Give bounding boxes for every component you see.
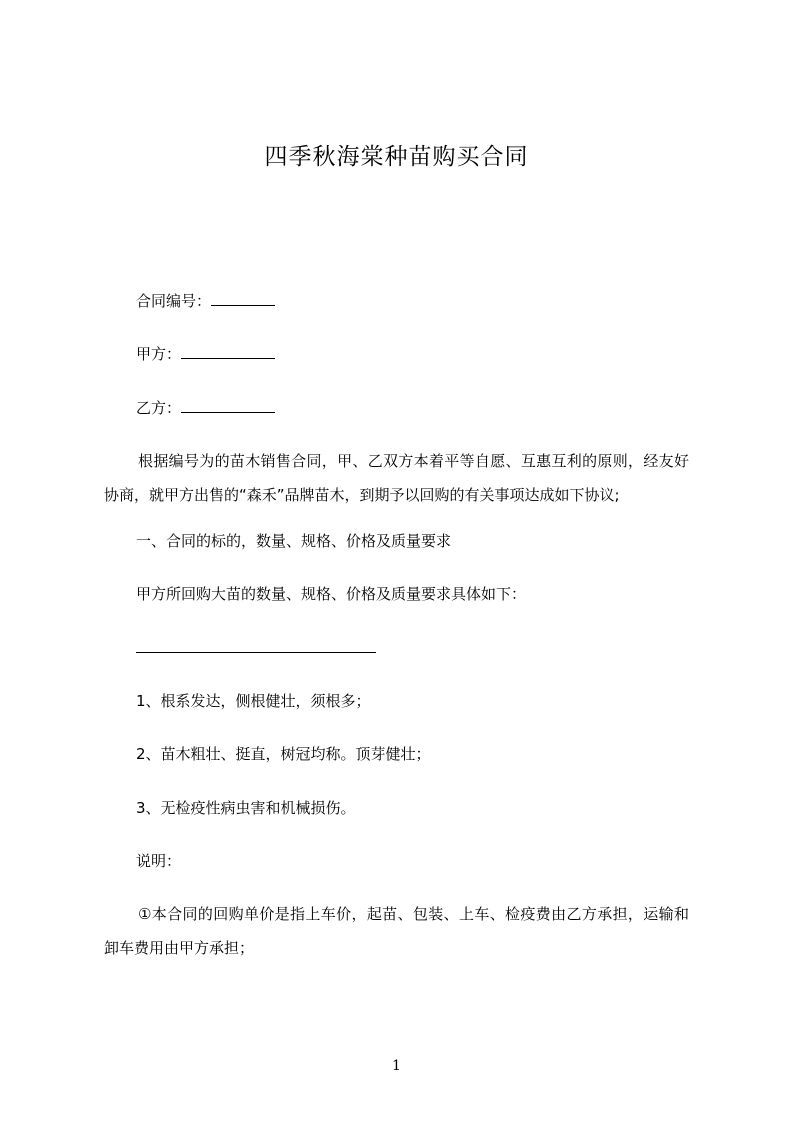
contract-number-blank	[211, 290, 275, 306]
contract-number-line	[136, 290, 275, 312]
document-title: 四季秋海棠种苗购买合同	[264, 144, 529, 170]
requirement-item: 2、苗木粗壮、挺直，树冠均称。顶芽健壮；	[136, 745, 431, 763]
section-1-heading: 一、合同的标的，数量、规格、价格及质量要求	[136, 532, 452, 550]
note-label: 说明：	[136, 852, 182, 870]
intro-paragraph: 根据编号为的苗木销售合同，甲、乙双方本着平等自愿、互惠互利的原则，经友好协商，就甲方出售的“森禾”品牌苗木，到期予以回购的有关事项达成如下协议;	[104, 452, 689, 504]
contract-number-label: 合同编号：	[136, 292, 212, 310]
requirement-item: 1、根系发达，侧根健壮，须根多；	[136, 692, 371, 710]
section-1-text: 甲方所回购大苗的数量、规格、价格及质量要求具体如下：	[136, 585, 527, 603]
party-b-label: 乙方：	[136, 399, 182, 417]
fill-in-rule	[136, 652, 376, 653]
page-number: 1	[392, 1058, 401, 1074]
note-paragraph: ①本合同的回购单价是指上车价，起苗、包装、上车、检疫费由乙方承担，运输和卸车费用由甲方承担；	[104, 905, 689, 957]
party-a-line	[136, 343, 275, 365]
requirement-item: 3、无检疫性病虫害和机械损伤。	[136, 799, 356, 817]
party-b-blank	[181, 397, 275, 413]
party-b-line	[136, 397, 275, 419]
party-a-blank	[181, 343, 275, 359]
party-a-label: 甲方：	[136, 345, 182, 363]
